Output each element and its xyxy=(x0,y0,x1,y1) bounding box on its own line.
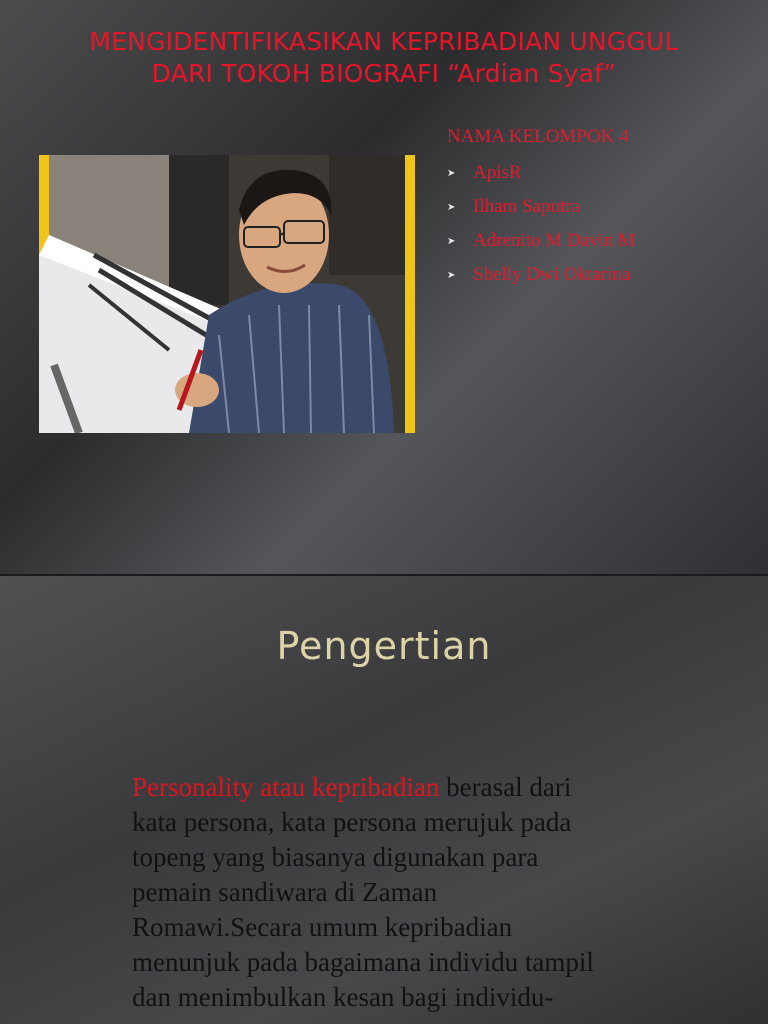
members-heading: NAMA KELOMPOK 4 xyxy=(447,126,629,147)
slide-2-title: Pengertian xyxy=(276,624,492,668)
member-name: Shelly Dwi Oktarina xyxy=(473,264,631,285)
list-item xyxy=(447,156,747,190)
paragraph-line: topeng yang biasanya digunakan para xyxy=(132,842,539,872)
portrait-photo xyxy=(39,155,415,433)
title-line-2: DARI TOKOH BIOGRAFI “Ardian Syaf” xyxy=(151,59,617,88)
group-members xyxy=(447,124,747,292)
portrait-illustration xyxy=(39,155,415,433)
list-item xyxy=(447,224,747,258)
paragraph-line-1 xyxy=(132,770,722,805)
slide-title xyxy=(20,26,748,90)
arrow-bullet-icon: ➤ xyxy=(447,201,456,213)
arrow-bullet-icon: ➤ xyxy=(447,269,456,281)
paragraph-line: kata persona, kata persona merujuk pada xyxy=(132,807,572,837)
list-item xyxy=(447,258,747,292)
definition-paragraph xyxy=(132,770,722,1015)
paragraph-line: Romawi.Secara umum kepribadian xyxy=(132,912,513,942)
member-name: ApisR xyxy=(473,162,522,183)
highlighted-term: Personality atau kepribadian xyxy=(132,772,440,802)
member-name: Adrenito M Davin M xyxy=(473,230,636,251)
paragraph-line-1-rest: berasal dari xyxy=(439,772,572,802)
arrow-bullet-icon: ➤ xyxy=(447,235,456,247)
paragraph-line: pemain sandiwara di Zaman xyxy=(132,877,438,907)
list-item xyxy=(447,190,747,224)
paragraph-line: dan menimbulkan kesan bagi individu- xyxy=(132,982,554,1012)
member-list xyxy=(447,156,747,292)
arrow-bullet-icon: ➤ xyxy=(447,167,456,179)
title-line-1: MENGIDENTIFIKASIKAN KEPRIBADIAN UNGGUL xyxy=(89,27,679,56)
paragraph-line: menunjuk pada bagaimana individu tampil xyxy=(132,947,594,977)
member-name: Ilham Saputra xyxy=(473,196,581,217)
